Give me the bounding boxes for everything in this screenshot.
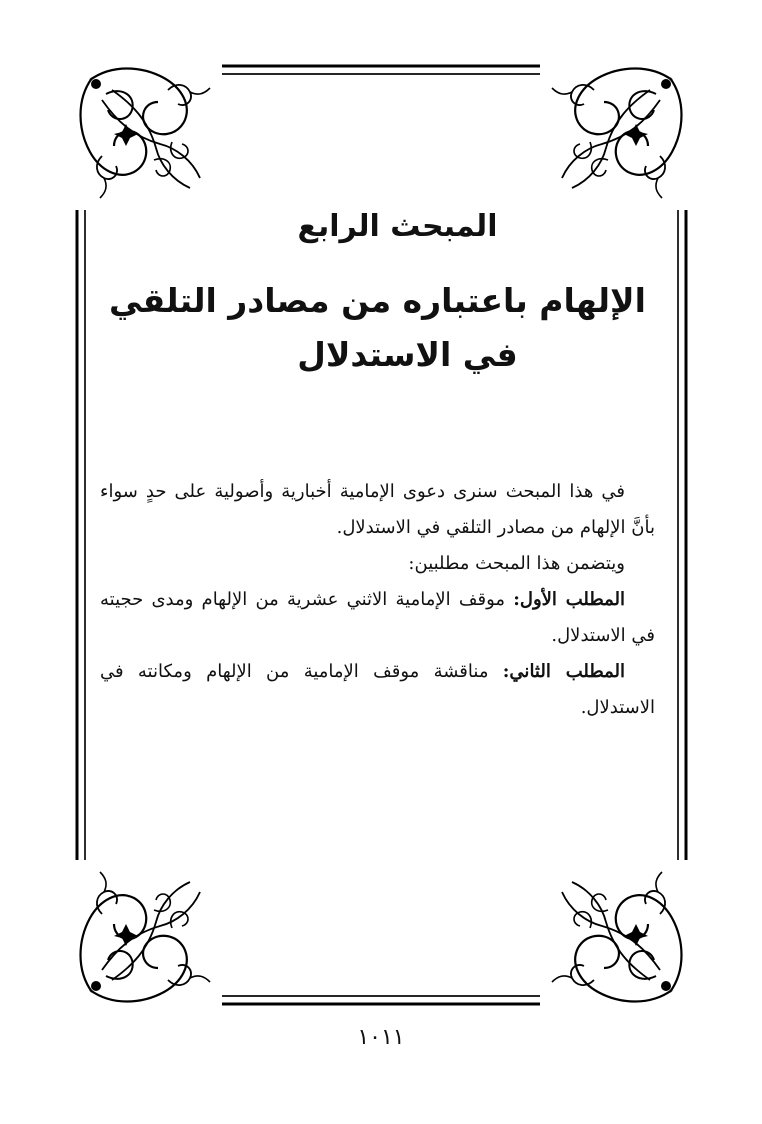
section-item-1: [100, 582, 655, 654]
page-content: [100, 195, 655, 726]
corner-ornament-bottom-right: [540, 860, 690, 1010]
corner-ornament-top-left: [72, 60, 222, 210]
body-text: [100, 474, 655, 726]
section-label: المبحث الرابع: [297, 209, 498, 244]
section-item-2-label: المطلب الثاني:: [502, 661, 625, 682]
section-item-2-text: مناقشة موقف الإمامية من الإلهام ومكانته في الاستدلال.: [100, 661, 655, 718]
corner-ornament-bottom-left: [72, 860, 222, 1010]
page-number: ١٠١١: [357, 1025, 405, 1050]
section-item-2: [100, 654, 655, 726]
intro-paragraph: في هذا المبحث سنرى دعوى الإمامية أخبارية وأصولية على حدٍ سواء بأنَّ الإلهام من مصادر التلقي في الاستدلال.: [100, 481, 655, 538]
section-item-1-text: موقف الإمامية الاثني عشرية من الإلهام ومدى حجيته في الاستدلال.: [100, 589, 655, 646]
chapter-title-line-2: في الاستدلال: [297, 335, 518, 374]
chapter-title: [100, 274, 655, 382]
section-item-1-label: المطلب الأول:: [513, 589, 625, 610]
corner-ornament-top-right: [540, 60, 690, 210]
chapter-title-line-1: الإلهام باعتباره من مصادر التلقي: [109, 281, 646, 320]
contains-paragraph: ويتضمن هذا المبحث مطلبين:: [408, 553, 625, 574]
